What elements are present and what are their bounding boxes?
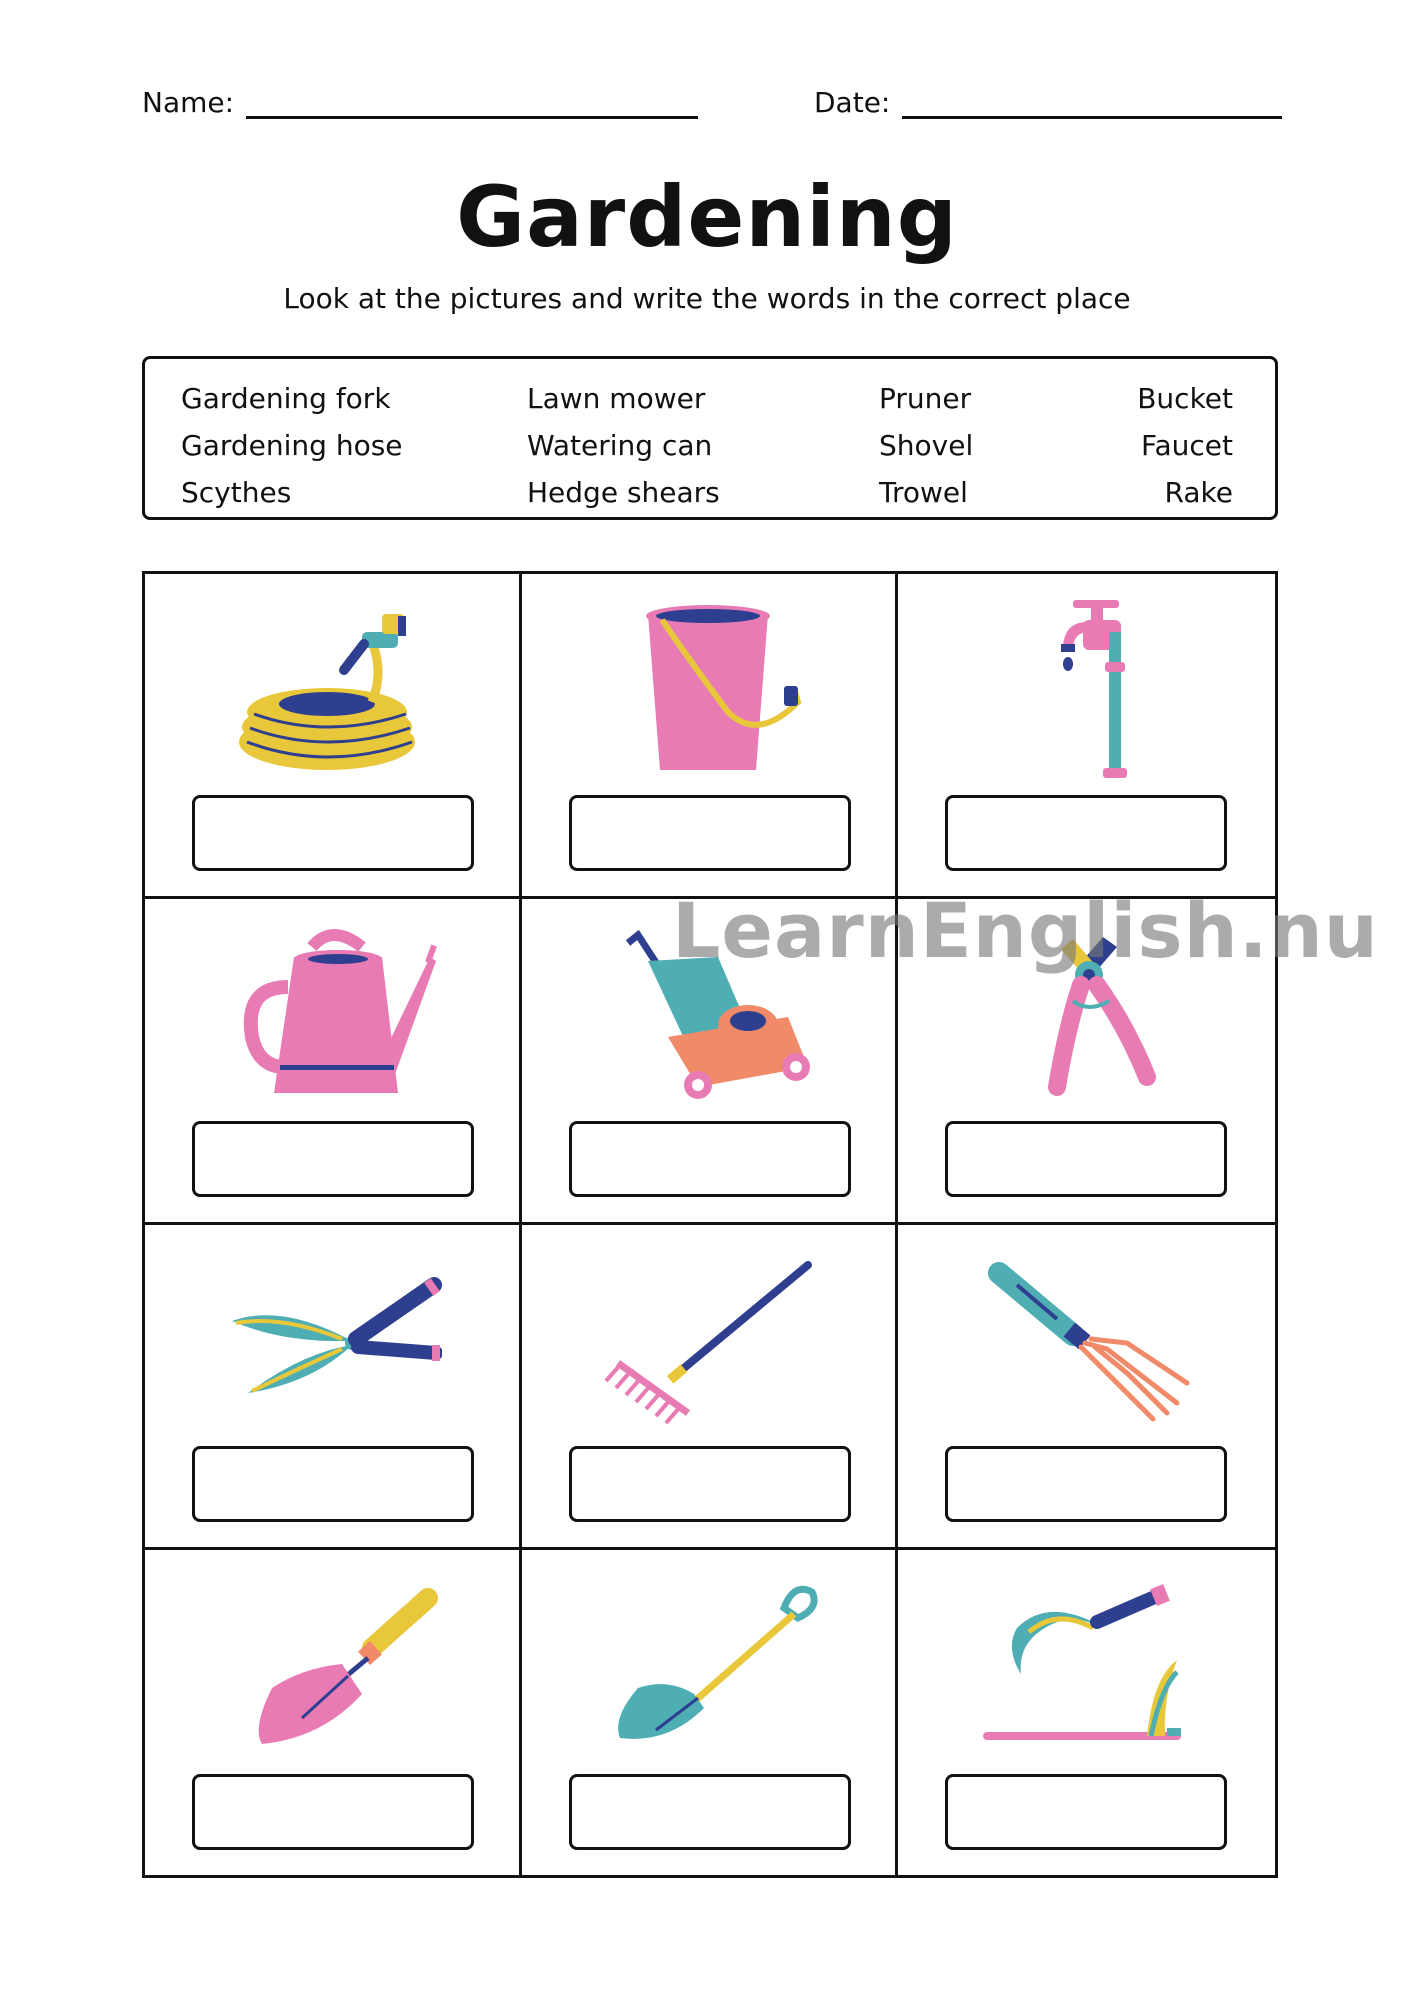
answer-box[interactable] bbox=[192, 1774, 474, 1850]
grid-cell bbox=[145, 1550, 522, 1875]
grid-cell bbox=[898, 574, 1275, 899]
word-bank-item: Bucket bbox=[1137, 382, 1233, 415]
answer-box[interactable] bbox=[192, 1121, 474, 1197]
answer-box[interactable] bbox=[945, 1121, 1227, 1197]
instruction-text: Look at the pictures and write the words in the correct place bbox=[283, 282, 1131, 315]
grid-cell bbox=[522, 1550, 899, 1875]
garden-hose-icon bbox=[222, 592, 442, 782]
word-bank-item: Faucet bbox=[1140, 429, 1233, 462]
date-field bbox=[814, 86, 1282, 119]
grid-cell bbox=[145, 899, 522, 1224]
answer-box[interactable] bbox=[569, 1774, 851, 1850]
date-label: Date: bbox=[814, 86, 891, 119]
word-bank-column bbox=[527, 375, 720, 516]
page-title: Gardening bbox=[456, 168, 958, 266]
answer-box[interactable] bbox=[569, 1446, 851, 1522]
word-bank-item: Watering can bbox=[527, 429, 713, 462]
answer-box[interactable] bbox=[192, 795, 474, 871]
word-bank-item: Shovel bbox=[879, 429, 974, 462]
faucet-icon bbox=[977, 592, 1197, 782]
name-line[interactable] bbox=[246, 86, 698, 119]
answer-box[interactable] bbox=[192, 1446, 474, 1522]
grid-cell bbox=[898, 1550, 1275, 1875]
watermark: LearnEnglish.nu bbox=[672, 886, 1379, 975]
date-line[interactable] bbox=[902, 86, 1282, 119]
word-bank-item: Gardening hose bbox=[181, 429, 403, 462]
grid-cell bbox=[145, 1225, 522, 1550]
name-field bbox=[142, 86, 698, 119]
gardening-fork-icon bbox=[977, 1243, 1197, 1433]
word-bank-item: Rake bbox=[1164, 476, 1233, 509]
answer-box[interactable] bbox=[569, 1121, 851, 1197]
grid-cell bbox=[522, 574, 899, 899]
scythe-icon bbox=[977, 1568, 1197, 1758]
grid-cell bbox=[898, 1225, 1275, 1550]
word-bank-column bbox=[181, 375, 403, 516]
word-bank-item: Hedge shears bbox=[527, 476, 720, 509]
trowel-icon bbox=[222, 1568, 442, 1758]
word-bank-item: Gardening fork bbox=[181, 382, 391, 415]
word-bank-column bbox=[1137, 375, 1233, 516]
word-bank-item: Trowel bbox=[879, 476, 968, 509]
word-bank-item: Lawn mower bbox=[527, 382, 706, 415]
bucket-icon bbox=[598, 592, 818, 782]
grid-cell bbox=[522, 1225, 899, 1550]
name-label: Name: bbox=[142, 86, 235, 119]
answer-box[interactable] bbox=[945, 795, 1227, 871]
rake-icon bbox=[598, 1243, 818, 1433]
picture-grid bbox=[142, 571, 1278, 1878]
answer-box[interactable] bbox=[945, 1446, 1227, 1522]
answer-box[interactable] bbox=[569, 795, 851, 871]
hedge-shears-icon bbox=[222, 1243, 442, 1433]
word-bank bbox=[142, 356, 1278, 520]
shovel-icon bbox=[598, 1568, 818, 1758]
word-bank-item: Scythes bbox=[181, 476, 292, 509]
word-bank-item: Pruner bbox=[879, 382, 972, 415]
answer-box[interactable] bbox=[945, 1774, 1227, 1850]
watering-can-icon bbox=[222, 917, 442, 1107]
grid-cell bbox=[145, 574, 522, 899]
word-bank-column bbox=[879, 375, 973, 516]
